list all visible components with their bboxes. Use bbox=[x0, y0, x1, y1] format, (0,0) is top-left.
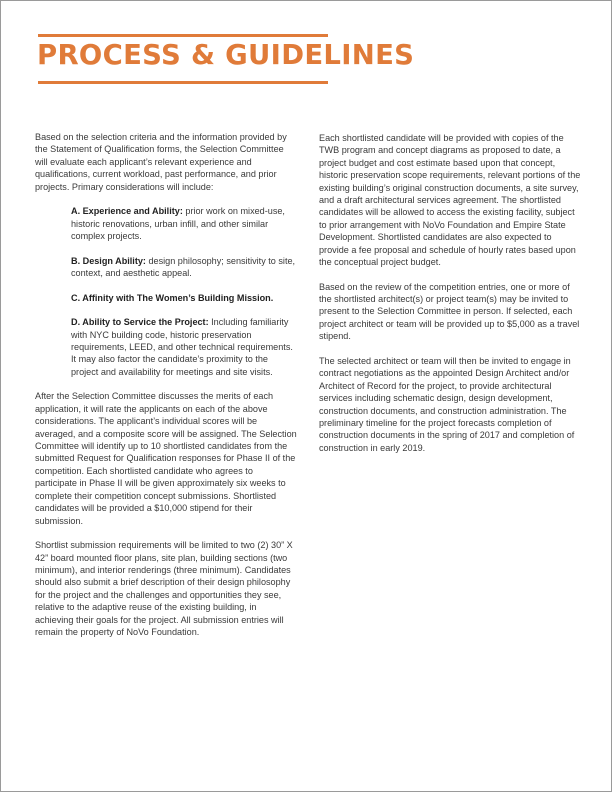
review-paragraph: Based on the review of the competition entries, one or more of the shortlisted architect(s) or project team(s) may be invited to present to the Selection Committee in person. If selected, each project architect or team will be provided up to $5,000 as a travel stipend. bbox=[319, 281, 580, 342]
criterion-text: Including familiarity with NYC building code, historic preservation requirements, LEED, and other technical requirements. It may also factor the candidate’s proximity to the project and availability for meetings and site visits. bbox=[71, 317, 293, 377]
criterion-experience bbox=[71, 205, 297, 242]
criterion-text: prior work on mixed-use, historic renovations, urban infill, and other similar complex projects. bbox=[71, 206, 285, 242]
selection-paragraph: After the Selection Committee discusses the merits of each application, it will rate the applicants on each of the above considerations. The applicant’s individual scores will be averaged, and a composite score will be assigned. The Selection Committee will identify up to 10 shortlisted candidates from the submitted Request for Qualification responses for Phase II of the competition. Each shortlisted candidate who agrees to participate in Phase II will be given approximately six weeks to complete their competition concept submissions. Shortlisted candidates will be provided a $10,000 stipend for their submission. bbox=[35, 391, 297, 526]
submission-paragraph: Shortlist submission requirements will be limited to two (2) 30” X 42” board mounted floor plans, site plan, building sections (two minimum), and interior renderings (three minimum). Candidates should also submit a brief description of their design philosophy for the project and the challenges and opportunities they see, relative to the adaptive reuse of the existing building, in achieving their goals for the project. All submission entries will remain the property of NoVo Foundation. bbox=[35, 540, 293, 637]
criterion-service bbox=[71, 316, 297, 378]
criterion-label: D. Ability to Service the Project: bbox=[71, 317, 209, 328]
criterion-text: design philosophy; sensitivity to site, context, and aesthetic appeal. bbox=[71, 255, 296, 279]
title-rule-top bbox=[38, 34, 328, 37]
title-rule-bottom bbox=[38, 81, 328, 84]
criterion-design bbox=[71, 255, 297, 280]
page-title: PROCESS & GUIDELINES bbox=[37, 39, 415, 71]
intro-paragraph: Based on the selection criteria and the information provided by the Statement of Qualification forms, the Selection Committee will evaluate each applicant’s relevant experience and qualifications, current workload, past performance, and prior projects. Primary considerations will include: bbox=[35, 132, 287, 192]
criterion-affinity bbox=[71, 292, 297, 304]
shortlist-paragraph: Each shortlisted candidate will be provided with copies of the TWB program and concept diagrams as proposed to date, a project budget and cost estimate based upon that concept, historic preservation scope requirements, relevant portions of the existing building’s original construction documents, a site survey, and a draft architectural services agreement. The shortlisted candidates will be allowed to access the existing facility, subject to prior arrangement with NoVo Foundation and Empire State Development. Shortlisted candidates are also expected to provide a fee proposal and schedule of hourly rates based upon the conceptual project budget. bbox=[319, 133, 581, 268]
criterion-label: B. Design Ability: bbox=[71, 255, 146, 266]
criterion-label: A. Experience and Ability: bbox=[71, 206, 183, 217]
criterion-label: C. Affinity with The Women’s Building Mission. bbox=[71, 292, 274, 303]
selected-paragraph: The selected architect or team will then be invited to engage in contract negotiations as the appointed Design Architect and/or Architect of Record for the project, to provide architectural services including schematic design, design development, construction documents, and construction administration. The preliminary timeline for the project forecasts completion of construction documents in the spring of 2017 and completion of construction in early 2019. bbox=[319, 355, 575, 453]
left-column bbox=[35, 131, 297, 651]
right-column bbox=[319, 132, 581, 466]
